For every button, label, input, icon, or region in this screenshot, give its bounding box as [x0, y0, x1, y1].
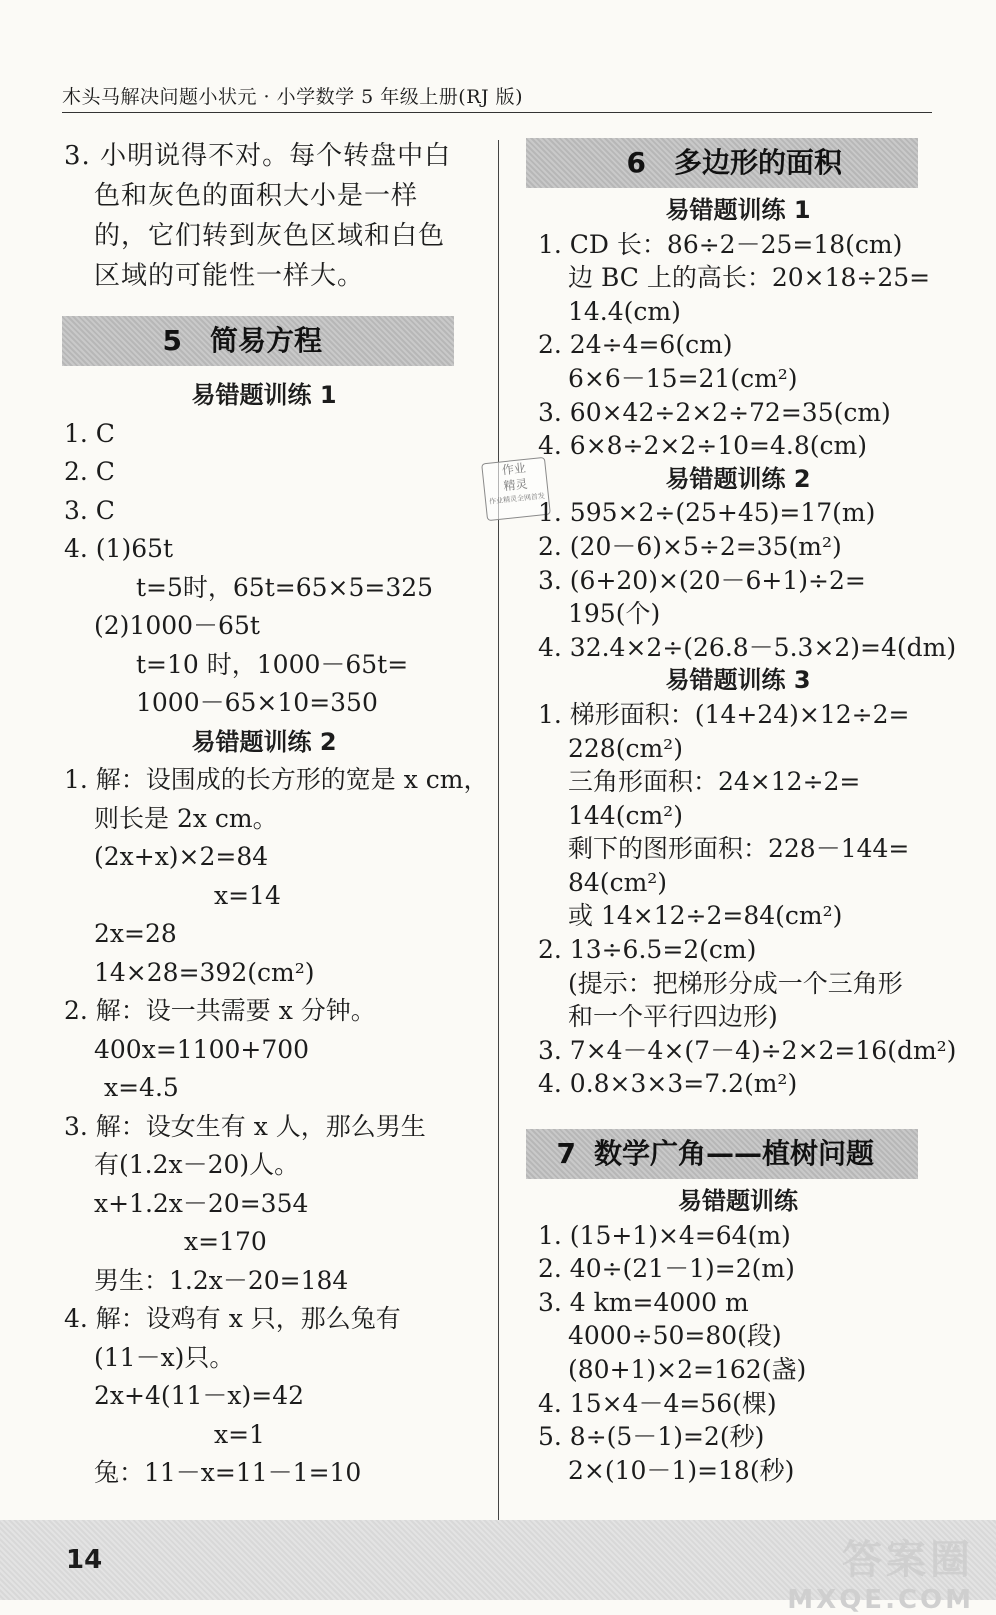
column-divider	[498, 140, 499, 1520]
section-title: 多边形的面积	[674, 146, 843, 180]
answer-line: 边 BC 上的高长：20×18÷25=	[568, 263, 931, 293]
subheading: 易错题训练	[678, 1187, 798, 1216]
subheading: 易错题训练 2	[665, 464, 811, 493]
section-title: 简易方程	[210, 323, 323, 357]
answer-list	[538, 228, 938, 463]
answer-line: 兔：11－x=11－1=10	[94, 1458, 362, 1487]
answer-line: 2. 24÷4=6(cm)	[538, 330, 733, 360]
intro-line: 的，它们转到灰色区域和白色	[94, 221, 446, 251]
stamp-line: 作业	[501, 460, 527, 478]
answer-line: 三角形面积：24×12÷2=	[568, 767, 861, 797]
answer-list	[538, 496, 957, 664]
intro-paragraph	[64, 136, 464, 296]
intro-line: 区域的可能性一样大。	[94, 261, 365, 291]
answer-line: 1. (15+1)×4=64(m)	[538, 1220, 791, 1250]
answer-line: 2. C	[64, 457, 115, 486]
answer-line: 4. (1)65t	[64, 534, 174, 563]
header-rule	[62, 112, 932, 113]
answer-list	[538, 1219, 938, 1488]
answer-line: 2. 40÷(21－1)=2(m)	[538, 1254, 795, 1284]
answer-line: 228(cm²)	[568, 733, 683, 763]
answer-line: (80+1)×2=162(盏)	[568, 1355, 807, 1384]
answer-line: 4. 6×8÷2×2÷10=4.8(cm)	[538, 431, 867, 461]
answer-line: 2x+4(11－x)=42	[94, 1381, 305, 1410]
stamp-line: 精灵	[502, 476, 529, 494]
watermark-url: MXQE.COM	[787, 1585, 974, 1615]
answer-line: 1. 梯形面积：(14+24)×12÷2=	[538, 699, 910, 729]
watermark	[787, 1528, 974, 1615]
answer-line: 3. 4 km=4000 m	[538, 1287, 749, 1317]
answer-line: 2x=28	[94, 919, 177, 948]
answer-line: 84(cm²)	[568, 867, 668, 897]
subheading: 易错题训练 1	[665, 196, 811, 224]
answer-list	[64, 415, 464, 723]
answer-line: 1. 解：设围成的长方形的宽是 x cm，	[64, 765, 489, 794]
subheading: 易错题训练 2	[191, 727, 337, 756]
intro-line: 3. 小明说得不对。每个转盘中白	[64, 141, 452, 171]
answer-list	[64, 761, 489, 1493]
answer-line: 4. 0.8×3×3=7.2(m²)	[538, 1069, 798, 1099]
answer-line: 4. 15×4－4=56(棵)	[538, 1388, 777, 1418]
answer-line: 则长是 2x cm。	[94, 803, 278, 833]
subheading: 易错题训练 3	[665, 666, 811, 695]
answer-line: 1. CD 长：86÷2－25=18(cm)	[538, 229, 903, 259]
answer-line: 4. 32.4×2÷(26.8－5.3×2)=4(dm)	[538, 632, 957, 662]
answer-line: 195(个)	[568, 599, 661, 629]
answer-line: 14×28=392(cm²)	[94, 957, 315, 987]
answer-line: 3. 7×4－4×(7－4)÷2×2=16(dm²)	[538, 1035, 957, 1065]
answer-line: 2. (20－6)×5÷2=35(m²)	[538, 531, 842, 561]
section-number: 7	[556, 1137, 576, 1171]
answer-line: (2x+x)×2=84	[94, 842, 269, 871]
answer-line: 和一个平行四边形)	[568, 1002, 778, 1032]
answer-line: x+1.2x－20=354	[94, 1188, 309, 1218]
right-column	[538, 138, 957, 1487]
answer-line: t=5时，65t=65×5=325	[136, 572, 434, 602]
answer-line: x=14	[214, 880, 281, 910]
answer-line: 剩下的图形面积：228－144=	[568, 834, 910, 864]
answer-line: 3. (6+20)×(20－6+1)÷2=	[538, 565, 866, 595]
section-number: 6	[626, 146, 646, 180]
answer-line: 2×(10－1)=18(秒)	[568, 1455, 795, 1485]
section-title: 数学广角——植树问题	[594, 1137, 875, 1171]
answer-line: 3. C	[64, 495, 115, 525]
answer-line: 4000÷50=80(段)	[568, 1321, 782, 1351]
answer-line: 6×6－15=21(cm²)	[568, 363, 798, 393]
left-column	[64, 136, 489, 1493]
answer-line: t=10 时，1000－65t=	[136, 649, 409, 679]
page-number: 14	[66, 1545, 103, 1575]
answer-list	[538, 698, 957, 1101]
subheading: 易错题训练 1	[191, 381, 337, 409]
stamp-line: 作业精灵全网首发	[488, 492, 546, 506]
answer-line: 男生：1.2x－20=184	[94, 1265, 349, 1295]
intro-line: 色和灰色的面积大小是一样	[94, 181, 419, 211]
answer-line: 14.4(cm)	[568, 296, 681, 326]
answer-line: 2. 解：设一共需要 x 分钟。	[64, 996, 376, 1025]
answer-line: (提示：把梯形分成一个三角形	[568, 968, 903, 998]
answer-line: 5. 8÷(5－1)=2(秒)	[538, 1422, 765, 1452]
section-number: 5	[162, 323, 182, 357]
answer-line: x=4.5	[104, 1073, 179, 1102]
answer-line: 400x=1100+700	[94, 1034, 310, 1064]
answer-line: 144(cm²)	[568, 800, 683, 830]
answer-line: 有(1.2x－20)人。	[94, 1150, 300, 1179]
answer-line: 3. 60×42÷2×2÷72=35(cm)	[538, 397, 891, 427]
answer-line: 1. C	[64, 418, 115, 448]
answer-line: (2)1000－65t	[94, 611, 260, 640]
answer-line: x=170	[184, 1227, 267, 1256]
answer-line: 1000－65×10=350	[136, 688, 378, 717]
answer-line: 4. 解：设鸡有 x 只，那么兔有	[64, 1304, 401, 1333]
answer-line: x=1	[214, 1419, 265, 1449]
answer-line: 或 14×12÷2=84(cm²)	[568, 901, 843, 931]
section-6-bar	[526, 138, 918, 188]
answer-line: 3. 解：设女生有 x 人，那么男生	[64, 1111, 426, 1141]
answer-line: 2. 13÷6.5=2(cm)	[538, 935, 757, 965]
page-header: 木头马解决问题小状元 · 小学数学 5 年级上册(RJ 版)	[62, 86, 524, 108]
watermark-text: 答案圈	[842, 1537, 974, 1583]
section-7-bar	[526, 1129, 918, 1179]
section-5-bar	[62, 316, 454, 366]
answer-line: (11－x)只。	[94, 1342, 235, 1372]
answer-line: 1. 595×2÷(25+45)=17(m)	[538, 498, 876, 528]
